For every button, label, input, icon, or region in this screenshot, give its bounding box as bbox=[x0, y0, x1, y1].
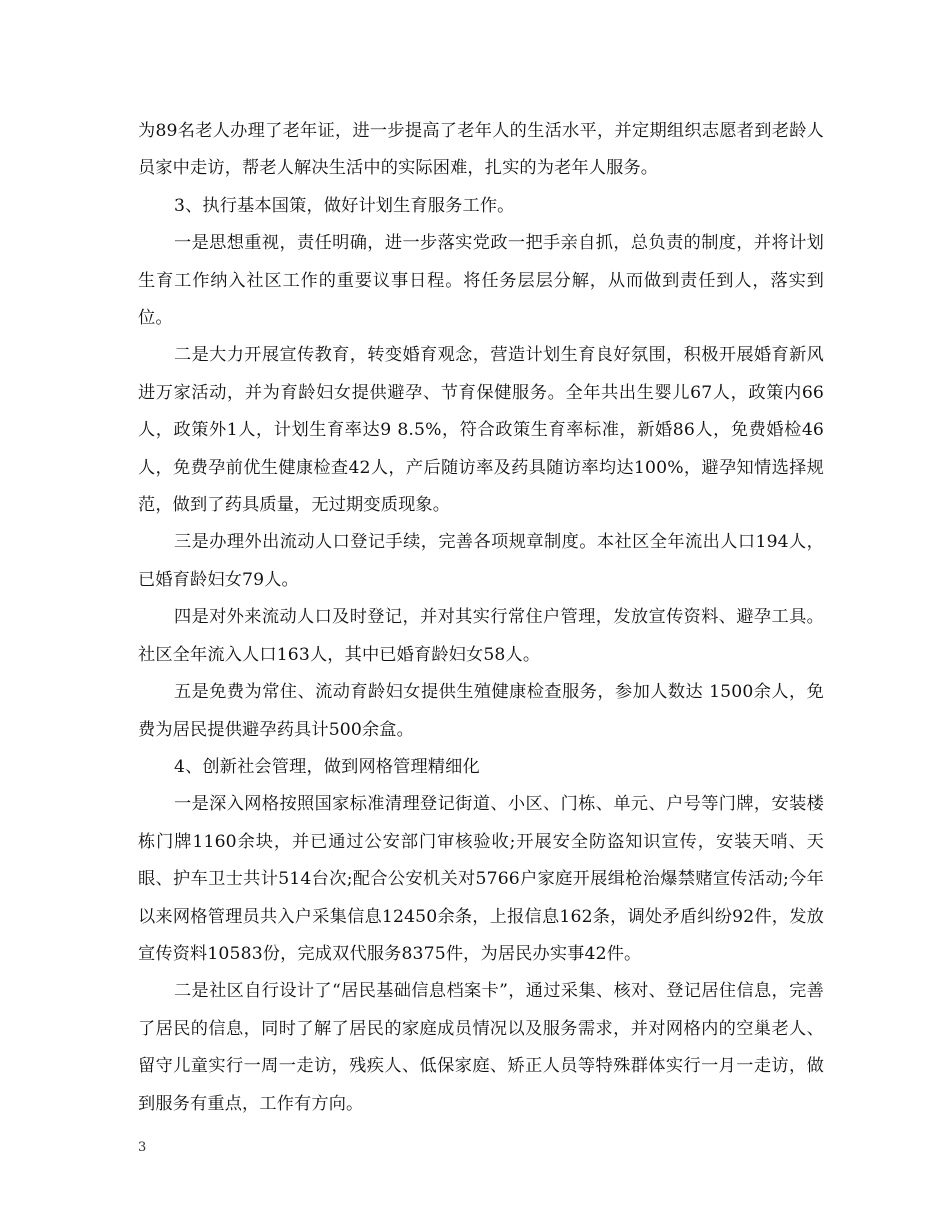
section-heading-family-planning: 3、执行基本国策，做好计划生育服务工作。 bbox=[174, 195, 515, 216]
paragraph-continuation: 为89名老人办理了老年证，进一步提高了老年人的生活水平，并定期组织志愿者到老龄人员家中走访，帮老人解决生活中的实际困难，扎实的为老年人服务。 bbox=[138, 121, 824, 179]
section-heading-grid-management: 4、创新社会管理，做到网格管理精细化 bbox=[174, 756, 480, 777]
paragraph-grid-one: 一是深入网格按照国家标准清理登记街道、小区、门栋、单元、户号等门牌，安装楼栋门牌1160余块，并已通过公安部门审核验收;开展安全防盗知识宣传，安装天哨、天眼、护车卫士共计514台次;配合公安机关对5766户家庭开展缉枪治爆禁赌宣传活动;今年以来网格管理员共入户采集信息12450余条，上报信息162条，调处矛盾纠纷92件，发放宣传资料10583份，完成双代服务8375件，为居民办实事42件。 bbox=[138, 794, 824, 964]
paragraph-item-three: 三是办理外出流动人口登记手续，完善各项规章制度。本社区全年流出人口194人，已婚育龄妇女79人。 bbox=[138, 532, 824, 590]
document-body bbox=[138, 113, 824, 1123]
paragraph-grid-two: 二是社区自行设计了“居民基础信息档案卡”，通过采集、核对、登记居住信息，完善了居民的信息，同时了解了居民的家庭成员情况以及服务需求，并对网格内的空巢老人、留守儿童实行一周一走访，残疾人、低保家庭、矫正人员等特殊群体实行一月一走访，做到服务有重点，工作有方向。 bbox=[138, 981, 824, 1114]
paragraph-item-five: 五是免费为常住、流动育龄妇女提供生殖健康检查服务，参加人数达 1500余人，免费为居民提供避孕药具计500余盒。 bbox=[138, 682, 824, 740]
page-number: 3 bbox=[138, 1140, 147, 1155]
paragraph-item-four: 四是对外来流动人口及时登记，并对其实行常住户管理，发放宣传资料、避孕工具。社区全年流入人口163人，其中已婚育龄妇女58人。 bbox=[138, 607, 824, 665]
paragraph-item-one: 一是思想重视，责任明确，进一步落实党政一把手亲自抓，总负责的制度，并将计划生育工作纳入社区工作的重要议事日程。将任务层层分解，从而做到责任到人，落实到位。 bbox=[138, 233, 824, 329]
paragraph-item-two: 二是大力开展宣传教育，转变婚育观念，营造计划生育良好氛围，积极开展婚育新风进万家活动，并为育龄妇女提供避孕、节育保健服务。全年共出生婴儿67人，政策内66人，政策外1人，计划生育率达9 8.5%，符合政策生育率标准，新婚86人，免费婚检46人，免费孕前优生健康检查42人，产后随访率及药具随访率均达100%，避孕知情选择规范，做到了药具质量，无过期变质现象。 bbox=[138, 345, 824, 516]
